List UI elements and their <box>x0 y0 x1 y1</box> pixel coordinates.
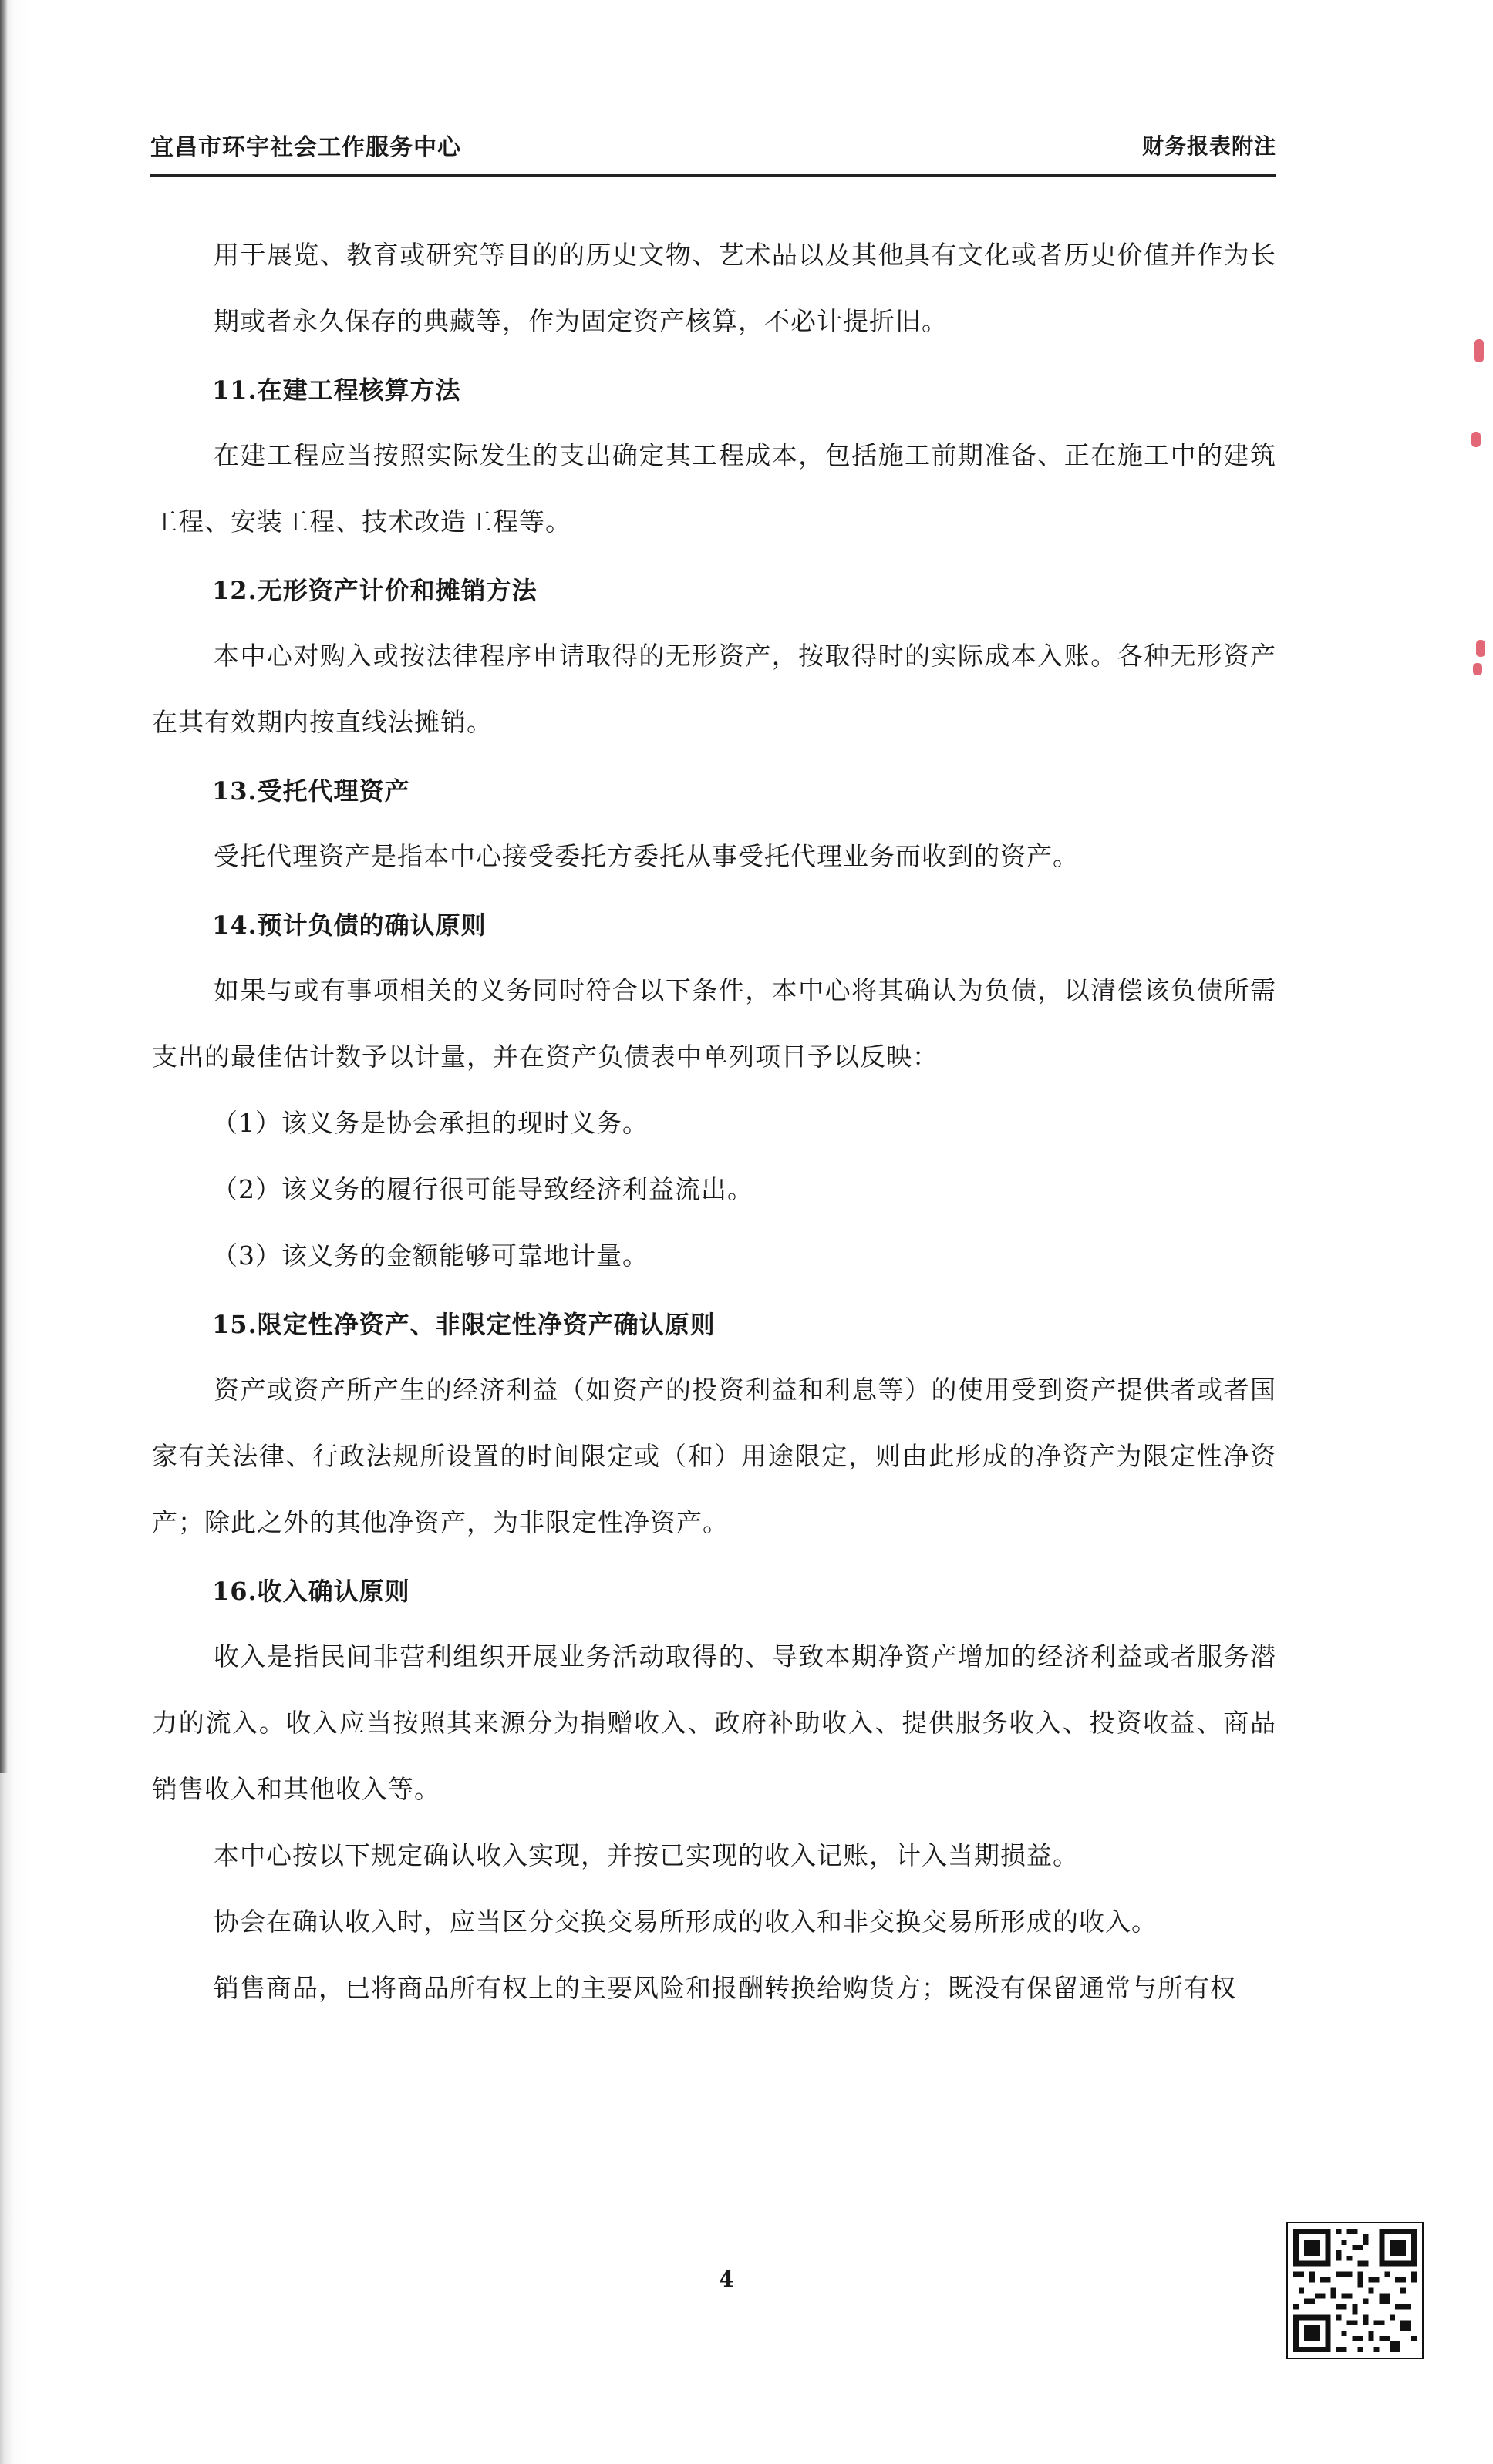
section-14-item-2: （2）该义务的履行很可能导致经济利益流出。 <box>212 1174 753 1204</box>
section-11-heading: 11.在建工程核算方法 <box>212 375 461 405</box>
section-16-paragraph-2: 本中心按以下规定确认收入实现，并按已实现的收入记账，计入当期损益。 <box>214 1840 1079 1870</box>
page-header <box>150 123 1276 177</box>
section-16-paragraph-4: 销售商品，已将商品所有权上的主要风险和报酬转换给购货方；既没有保留通常与所有权 <box>214 1973 1236 2003</box>
organization-name: 宜昌市环宇社会工作服务中心 <box>150 134 461 161</box>
section-12-paragraph: 本中心对购入或按法律程序申请取得的无形资产，按取得时的实际成本入账。各种无形资产在其有效期内按直线法摊销。 <box>152 641 1276 737</box>
qr-code-icon <box>1286 2222 1424 2359</box>
section-15-paragraph: 资产或资产所产生的经济利益（如资产的投资利益和利息等）的使用受到资产提供者或者国家有关法律、行政法规所设置的时间限定或（和）用途限定，则由此形成的净资产为限定性净资产；除此之外的其他净资产，为非限定性净资产。 <box>152 1375 1276 1537</box>
section-14-paragraph: 如果与或有事项相关的义务同时符合以下条件，本中心将其确认为负债，以清偿该负债所需支出的最佳估计数予以计量，并在资产负债表中单列项目予以反映： <box>152 975 1276 1072</box>
stamp-edge-mark-1 <box>1474 339 1484 362</box>
scan-edge-shadow <box>0 0 8 1773</box>
section-15-heading: 15.限定性净资产、非限定性净资产确认原则 <box>212 1310 716 1339</box>
intro-paragraph <box>152 222 1276 355</box>
stamp-edge-mark-3 <box>1476 640 1485 657</box>
section-11-paragraph: 在建工程应当按照实际发生的支出确定其工程成本，包括施工前期准备、正在施工中的建筑工程、安装工程、技术改造工程等。 <box>152 440 1276 537</box>
document-type: 财务报表附注 <box>1141 133 1276 159</box>
section-16-heading: 16.收入确认原则 <box>212 1577 410 1606</box>
section-13-heading: 13.受托代理资产 <box>212 776 410 806</box>
document-body <box>152 222 1276 2021</box>
qr-code-graphic <box>1288 2223 1422 2358</box>
section-12-heading: 12.无形资产计价和摊销方法 <box>212 576 538 605</box>
section-14-item-3: （3）该义务的金额能够可靠地计量。 <box>212 1240 649 1271</box>
stamp-edge-mark-2 <box>1471 432 1481 447</box>
section-13-paragraph: 受托代理资产是指本中心接受委托方委托从事受托代理业务而收到的资产。 <box>214 841 1079 871</box>
page-number: 4 <box>719 2267 734 2292</box>
section-16-paragraph-1: 收入是指民间非营利组织开展业务活动取得的、导致本期净资产增加的经济利益或者服务潜力的流入。收入应当按照其来源分为捐赠收入、政府补助收入、提供服务收入、投资收益、商品销售收入和其他收入等。 <box>152 1641 1276 1804</box>
section-14-heading: 14.预计负债的确认原则 <box>212 911 487 940</box>
section-14-item-1: （1）该义务是协会承担的现时义务。 <box>212 1108 649 1138</box>
intro-text: 用于展览、教育或研究等目的的历史文物、艺术品以及其他具有文化或者历史价值并作为长期或者永久保存的典藏等，作为固定资产核算，不必计提折旧。 <box>214 240 1276 336</box>
section-16-paragraph-3: 协会在确认收入时，应当区分交换交易所形成的收入和非交换交易所形成的收入。 <box>214 1907 1158 1937</box>
stamp-edge-mark-4 <box>1473 663 1482 675</box>
